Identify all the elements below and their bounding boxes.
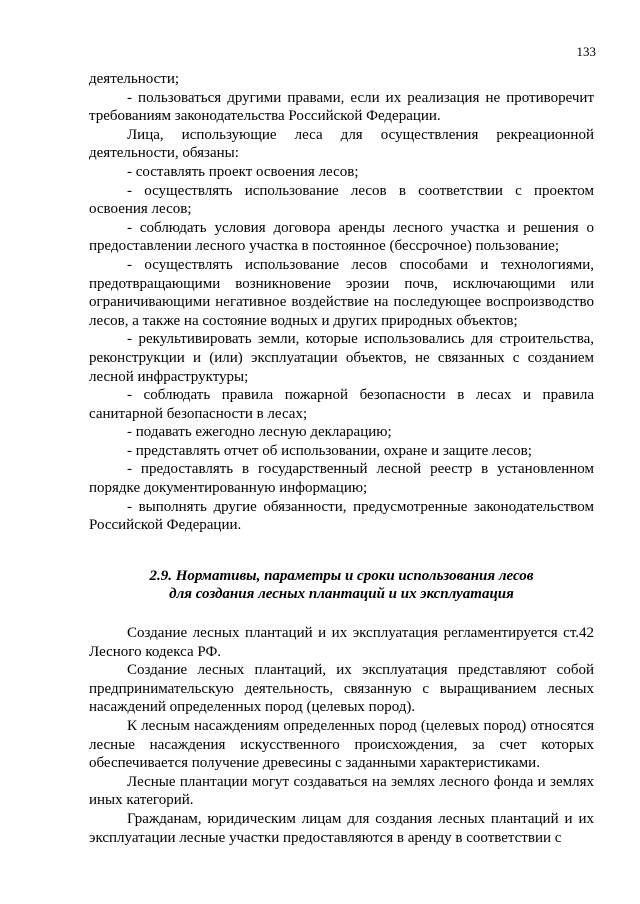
paragraph: Создание лесных плантаций и их эксплуатация регламентируется ст.42 Лесного кодекса РФ. bbox=[89, 625, 594, 660]
list-item: - соблюдать условия договора аренды лесного участка и решения о предоставлении лесного участка в постоянное (бессрочное) пользование; bbox=[89, 219, 594, 255]
section-heading-line-1: 2.9. Нормативы, параметры и сроки использования лесов bbox=[149, 567, 534, 584]
paragraph: Гражданам, юридическим лицам для создания лесных плантаций и их эксплуатации лесные участки предоставляются в аренду в соответствии с bbox=[89, 810, 594, 846]
list-item: - соблюдать правила пожарной безопасности в лесах и правила санитарной безопасности в лесах; bbox=[89, 387, 594, 422]
list-item: - осуществлять использование лесов в соответствии с проектом освоения лесов; bbox=[89, 182, 594, 218]
page-number: 133 bbox=[576, 44, 596, 59]
paragraph: - пользоваться другими правами, если их реализация не противоречит требованиям законодательства Российской Федерации. bbox=[89, 89, 594, 125]
list-item: - представлять отчет об использовании, охране и защите лесов; bbox=[127, 442, 532, 459]
list-item: - выполнять другие обязанности, предусмотренные законодательством Российской Федерации. bbox=[89, 498, 594, 534]
list-item: - осуществлять использование лесов способами и технологиями, предотвращающими возникновение эрозии почв, исключающими или ограничивающими негативное воздействие на последующее воспроизводство лесов, а также на состояние водных и других природных объектов; bbox=[89, 256, 594, 329]
paragraph: Лесные плантации могут создаваться на землях лесного фонда и землях иных категорий. bbox=[89, 773, 594, 809]
paragraph: деятельности; bbox=[89, 71, 180, 87]
paragraph: Лица, использующие леса для осуществления рекреационной деятельности, обязаны: bbox=[89, 126, 594, 162]
paragraph: К лесным насаждениям определенных пород (целевых пород) относятся лесные насаждения искусственного происхождения, за счет которых обеспечивается получение древесины с заданными характеристиками. bbox=[89, 718, 594, 772]
paragraph: Создание лесных плантаций, их эксплуатация представляют собой предпринимательскую деятельность, связанную с выращиванием лесных насаждений определенных пород (целевых пород). bbox=[89, 662, 594, 716]
list-item: - предоставлять в государственный лесной реестр в установленном порядке документированную информацию; bbox=[89, 461, 594, 497]
section-heading-line-2: для создания лесных плантаций и их эксплуатация bbox=[169, 586, 514, 603]
section-heading bbox=[89, 567, 594, 604]
list-item: - подавать ежегодно лесную декларацию; bbox=[127, 424, 392, 441]
list-item: - рекультивировать земли, которые использовались для строительства, реконструкции и (или) эксплуатации объектов, не связанных с созданием лесной инфраструктуры; bbox=[89, 331, 594, 385]
document-body bbox=[89, 70, 594, 847]
list-item: - составлять проект освоения лесов; bbox=[127, 163, 359, 180]
